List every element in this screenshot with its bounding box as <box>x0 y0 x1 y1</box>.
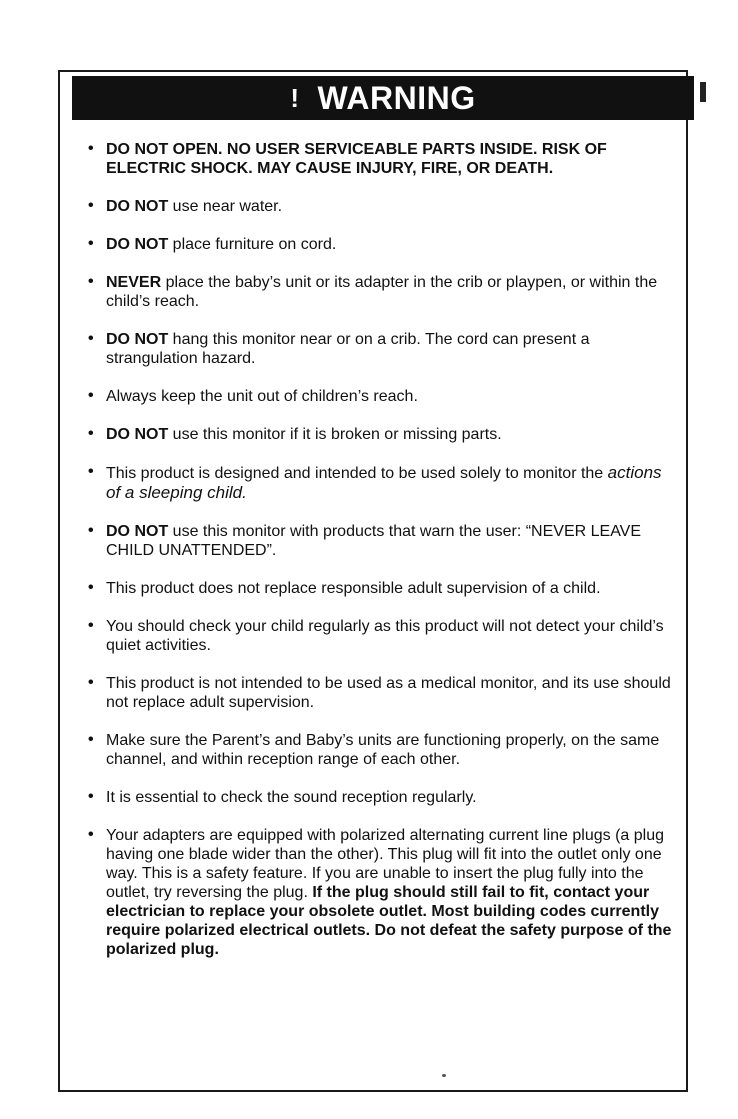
bullet-icon: • <box>88 731 94 748</box>
item-bold: DO NOT <box>106 236 169 253</box>
item-text: Your adapters are equipped with polarized alternating current line plugs (a plug having one blade wider than the other). This plug will fit into the outlet only one way. This is a safety feature. If you are unable to insert the plug fully into the outlet, try reversing the plug. <box>106 827 664 901</box>
item-text: use near water. <box>168 198 283 215</box>
bullet-icon: • <box>88 788 94 805</box>
bullet-icon: • <box>88 387 94 404</box>
item-text: use this monitor with products that warn the user: “NEVER LEAVE CHILD UNATTENDED”. <box>106 523 642 559</box>
item-bold: DO NOT <box>106 198 169 215</box>
scan-edge-mark <box>700 82 706 102</box>
item-text: hang this monitor near or on a crib. The cord can present a strangulation hazard. <box>106 331 590 367</box>
item-text: It is essential to check the sound reception regularly. <box>106 789 477 806</box>
warning-item <box>88 674 678 712</box>
bullet-icon: • <box>88 826 94 843</box>
warning-title: WARNING <box>317 80 476 116</box>
warning-item <box>88 463 678 503</box>
warning-item <box>88 788 678 807</box>
item-bold: DO NOT OPEN. NO USER SERVICEABLE PARTS INSIDE. RISK OF ELECTRIC SHOCK. MAY CAUSE INJURY, FIRE, OR DEATH. <box>106 141 607 177</box>
item-bold: DO NOT <box>106 426 169 443</box>
warning-item <box>88 617 678 655</box>
item-italic: actions of a sleeping child. <box>106 463 662 502</box>
warning-item <box>88 273 678 311</box>
warning-panel <box>58 70 688 1092</box>
warning-item <box>88 425 678 444</box>
bullet-icon: • <box>88 235 94 252</box>
warning-item <box>88 579 678 598</box>
scan-speck <box>442 1074 446 1077</box>
item-text: This product is not intended to be used as a medical monitor, and its use should not replace adult supervision. <box>106 675 671 711</box>
warning-banner <box>72 76 694 120</box>
bullet-icon: • <box>88 330 94 347</box>
warning-item <box>88 522 678 560</box>
item-bold: DO NOT <box>106 523 169 540</box>
warning-item <box>88 235 678 254</box>
bullet-icon: • <box>88 273 94 290</box>
bullet-icon: • <box>88 617 94 634</box>
item-text: This product does not replace responsible adult supervision of a child. <box>106 580 601 597</box>
item-text: use this monitor if it is broken or missing parts. <box>168 426 502 443</box>
item-bold-tail: If the plug should still fail to fit, contact your electrician to replace your obsolete outlet. Most building codes currently require polarized electrical outlets. Do not defeat the safety purpose of the polarized plug. <box>106 884 672 958</box>
item-text: Make sure the Parent’s and Baby’s units are functioning properly, on the same channel, and within reception range of each other. <box>106 732 660 768</box>
item-text: place the baby’s unit or its adapter in the crib or playpen, or within the child’s reach. <box>106 274 658 310</box>
warning-item <box>88 731 678 769</box>
item-bold: NEVER <box>106 274 162 291</box>
warning-list <box>88 140 678 978</box>
item-text: Always keep the unit out of children’s reach. <box>106 388 418 405</box>
warning-item <box>88 140 678 178</box>
bullet-icon: • <box>88 197 94 214</box>
bullet-icon: • <box>88 522 94 539</box>
item-text: This product is designed and intended to be used solely to monitor the <box>106 465 608 482</box>
item-text: You should check your child regularly as this product will not detect your child’s quiet activities. <box>106 618 664 654</box>
item-bold: DO NOT <box>106 331 169 348</box>
bullet-icon: • <box>88 674 94 691</box>
item-text: place furniture on cord. <box>168 236 337 253</box>
warning-item <box>88 330 678 368</box>
bullet-icon: • <box>88 463 94 480</box>
warning-item <box>88 387 678 406</box>
bullet-icon: • <box>88 425 94 442</box>
bullet-icon: • <box>88 579 94 596</box>
bullet-icon: • <box>88 140 94 157</box>
exclamation-icon: ! <box>290 83 300 113</box>
warning-item <box>88 197 678 216</box>
warning-item <box>88 826 678 959</box>
